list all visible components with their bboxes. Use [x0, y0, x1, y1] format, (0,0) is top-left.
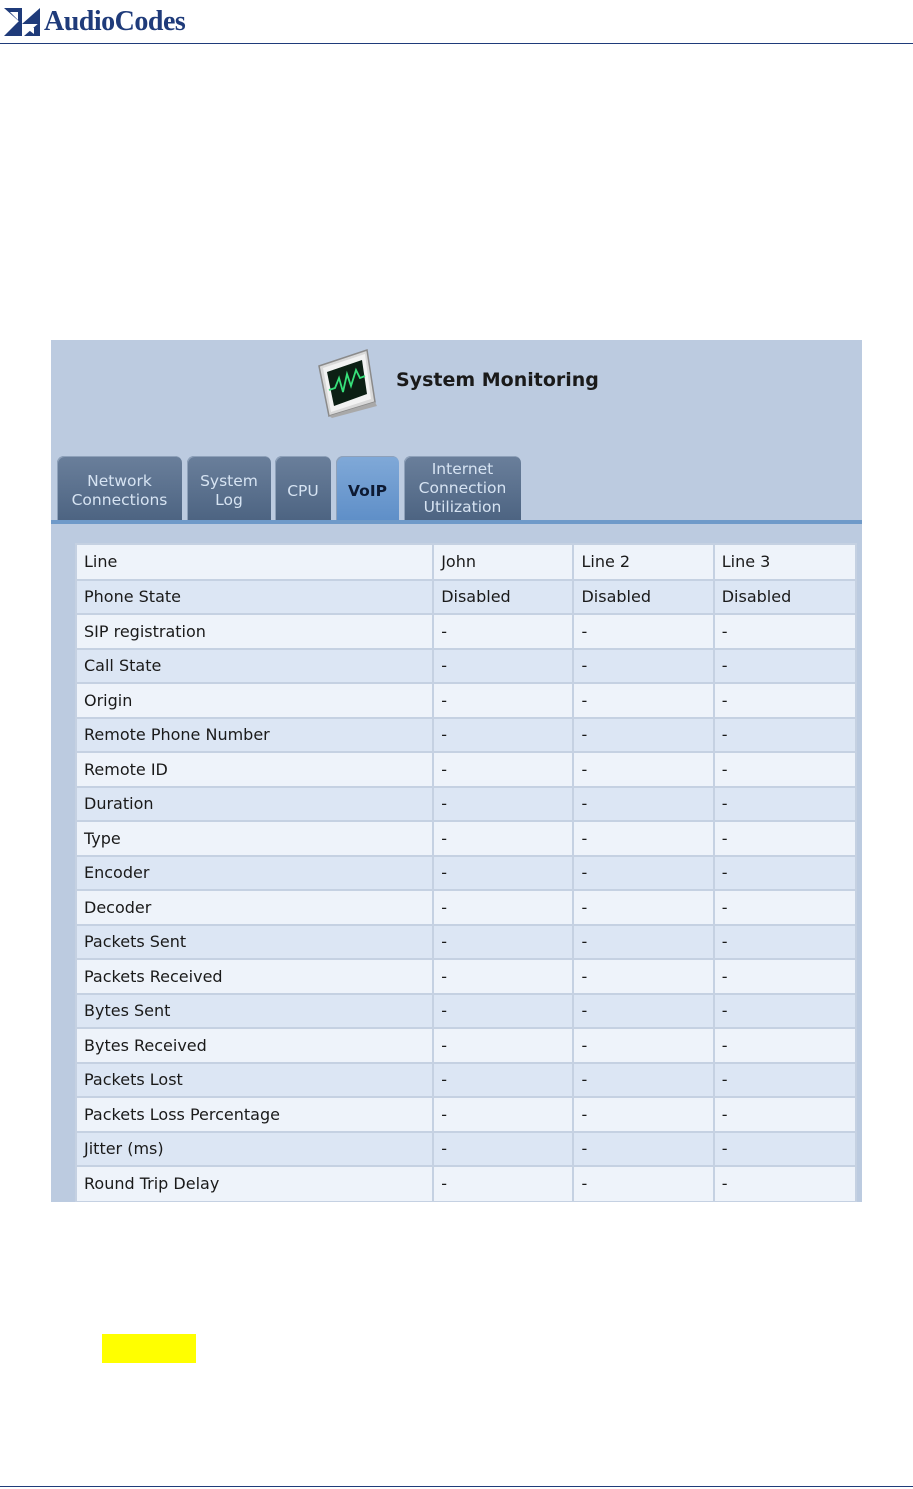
line-value: -	[433, 925, 573, 960]
line-value: -	[573, 994, 713, 1029]
tab-label-line: Connection	[418, 478, 507, 497]
line-value: -	[573, 649, 713, 684]
voip-status-table	[77, 545, 855, 1201]
line-value: -	[714, 752, 855, 787]
tab-voip[interactable]	[336, 456, 399, 520]
line-value: -	[714, 718, 855, 753]
row-label: Packets Sent	[77, 925, 433, 960]
table-row	[77, 959, 855, 994]
line-value: -	[573, 683, 713, 718]
line-value: -	[433, 614, 573, 649]
row-label: Phone State	[77, 580, 433, 615]
line-value: -	[573, 890, 713, 925]
row-label: Bytes Received	[77, 1028, 433, 1063]
tab-label-line: Internet	[431, 459, 494, 478]
table-row	[77, 1097, 855, 1132]
row-label: Line	[77, 545, 433, 580]
line-value: -	[573, 787, 713, 822]
tab-label-line: System	[200, 472, 258, 490]
line-value: -	[714, 1028, 855, 1063]
line-value: -	[714, 994, 855, 1029]
brand-name: AudioCodes	[44, 6, 186, 37]
line-value: -	[573, 1166, 713, 1201]
line-value: -	[573, 1097, 713, 1132]
table-row	[77, 890, 855, 925]
line-value: -	[573, 718, 713, 753]
line-value: -	[573, 1063, 713, 1098]
row-label: Packets Loss Percentage	[77, 1097, 433, 1132]
row-label: Encoder	[77, 856, 433, 891]
footer-divider	[0, 1486, 913, 1487]
tab-label-line: Utilization	[423, 497, 502, 516]
line-value: -	[433, 1132, 573, 1167]
tab-cpu[interactable]	[275, 456, 331, 520]
header-divider	[0, 43, 913, 44]
audiocodes-logo-icon	[2, 4, 42, 40]
line-value: -	[714, 649, 855, 684]
line-value: -	[714, 856, 855, 891]
line-value: -	[573, 614, 713, 649]
line-value: -	[573, 856, 713, 891]
line-value: -	[433, 959, 573, 994]
table-row	[77, 856, 855, 891]
line-value: -	[573, 752, 713, 787]
row-label: Origin	[77, 683, 433, 718]
table-row	[77, 1132, 855, 1167]
tab-system-log[interactable]	[187, 456, 271, 520]
line-value: -	[714, 1166, 855, 1201]
row-label: Jitter (ms)	[77, 1132, 433, 1167]
line-value: -	[433, 1063, 573, 1098]
line-value: -	[433, 821, 573, 856]
audiocodes-logo	[2, 4, 185, 40]
line-value: -	[573, 959, 713, 994]
table-row	[77, 821, 855, 856]
panel-body	[51, 524, 862, 1202]
table-row	[77, 649, 855, 684]
row-label: SIP registration	[77, 614, 433, 649]
line-value: -	[433, 787, 573, 822]
line-value: Disabled	[714, 580, 855, 615]
line-value: -	[433, 890, 573, 925]
line-value: -	[714, 1063, 855, 1098]
line-value: -	[714, 787, 855, 822]
line-value: -	[433, 1028, 573, 1063]
row-label: Decoder	[77, 890, 433, 925]
tab-internet-connection-utilization[interactable]	[404, 456, 521, 520]
table-row	[77, 787, 855, 822]
table-row	[77, 614, 855, 649]
row-label: Bytes Sent	[77, 994, 433, 1029]
row-label: Packets Received	[77, 959, 433, 994]
tab-label-line: CPU	[287, 481, 319, 500]
line-value: -	[714, 890, 855, 925]
line-value: -	[433, 994, 573, 1029]
line-value: Disabled	[433, 580, 573, 615]
row-label: Packets Lost	[77, 1063, 433, 1098]
line-value: -	[433, 1166, 573, 1201]
row-label: Remote Phone Number	[77, 718, 433, 753]
line-value: -	[714, 1097, 855, 1132]
tab-label-line: Connections	[71, 491, 168, 509]
table-row	[77, 683, 855, 718]
line-value: -	[433, 649, 573, 684]
line-value: -	[573, 1028, 713, 1063]
row-label: Duration	[77, 787, 433, 822]
line-value: -	[573, 1132, 713, 1167]
line-value: -	[714, 959, 855, 994]
highlighted-text-marker	[102, 1334, 196, 1363]
table-row	[77, 580, 855, 615]
line-value: Line 3	[714, 545, 855, 580]
line-value: -	[714, 821, 855, 856]
line-value: -	[714, 683, 855, 718]
row-label: Call State	[77, 649, 433, 684]
line-value: John	[433, 545, 573, 580]
title-area	[315, 344, 599, 418]
line-value: -	[714, 925, 855, 960]
tab-label-line: Network	[87, 472, 152, 490]
page-title: System Monitoring	[396, 369, 599, 391]
line-value: Disabled	[573, 580, 713, 615]
line-value: -	[433, 1097, 573, 1132]
line-value: -	[433, 856, 573, 891]
row-label: Remote ID	[77, 752, 433, 787]
tab-label-line: Log	[215, 491, 243, 509]
tab-label-line: VoIP	[348, 481, 387, 500]
line-value: -	[433, 752, 573, 787]
line-value: -	[573, 925, 713, 960]
line-value: -	[573, 821, 713, 856]
table-row	[77, 1063, 855, 1098]
monitor-icon	[315, 344, 381, 418]
line-value: -	[433, 683, 573, 718]
line-value: -	[714, 1132, 855, 1167]
row-label: Round Trip Delay	[77, 1166, 433, 1201]
table-row	[77, 752, 855, 787]
tab-network-connections[interactable]	[57, 456, 182, 520]
row-label: Type	[77, 821, 433, 856]
system-monitoring-panel	[51, 340, 862, 1202]
line-value: Line 2	[573, 545, 713, 580]
panel-header	[51, 340, 862, 520]
document-header	[0, 0, 913, 44]
table-row	[77, 1166, 855, 1201]
voip-status-table-container	[75, 543, 857, 1202]
table-row	[77, 1028, 855, 1063]
line-value: -	[714, 614, 855, 649]
table-header-row	[77, 545, 855, 580]
table-row	[77, 994, 855, 1029]
table-row	[77, 925, 855, 960]
line-value: -	[433, 718, 573, 753]
table-row	[77, 718, 855, 753]
